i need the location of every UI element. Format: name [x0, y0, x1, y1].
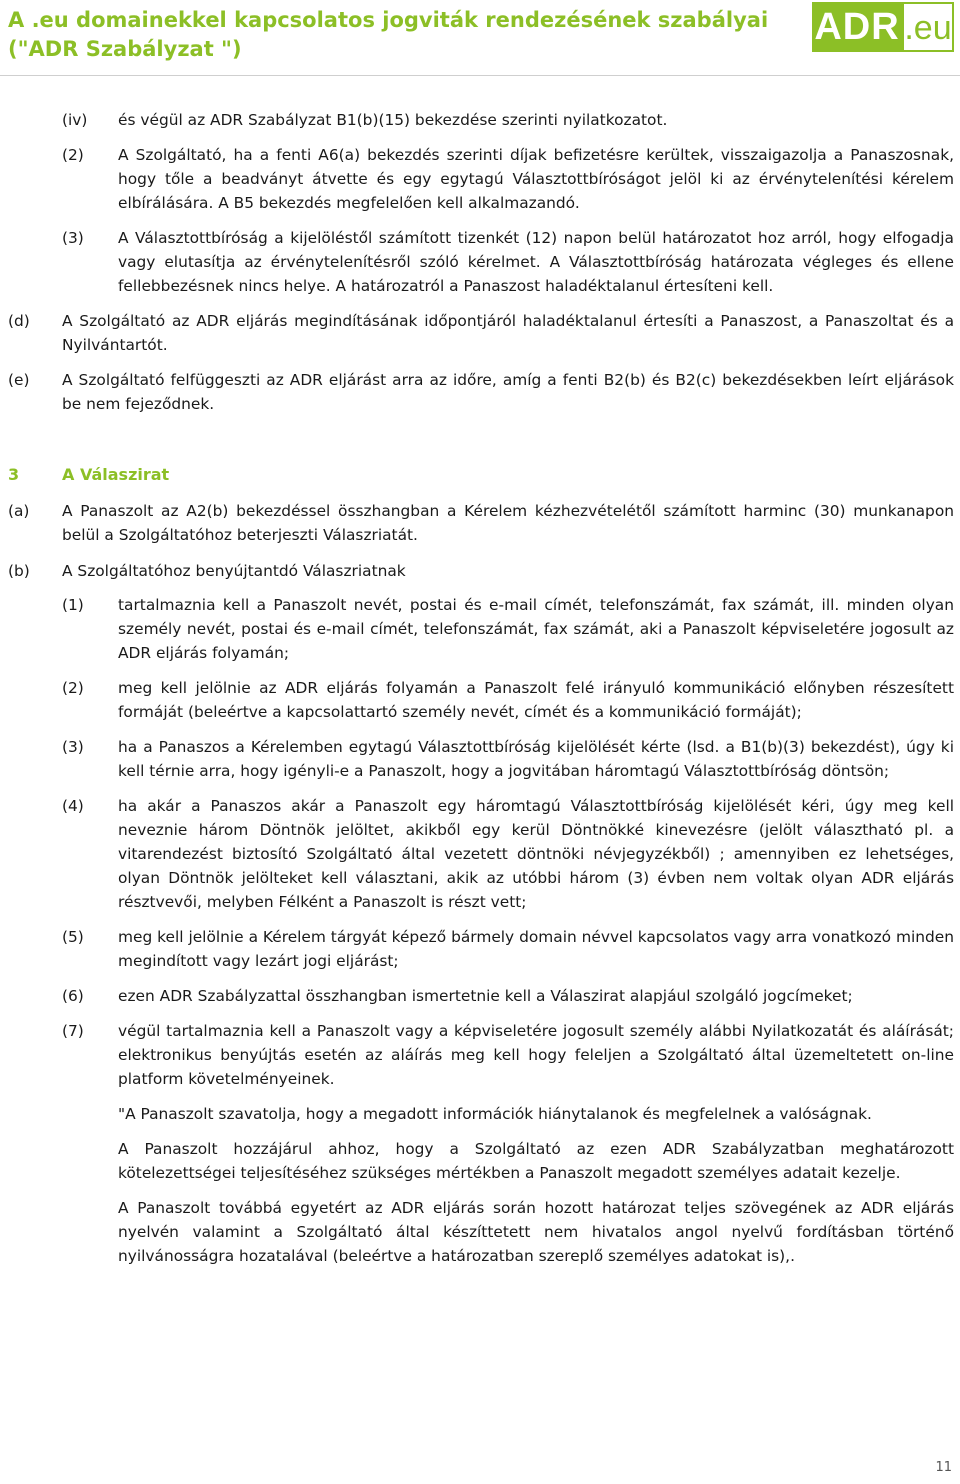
clause-text: meg kell jelölnie az ADR eljárás folyamán a Panaszolt felé irányuló kommunikáció előnyben részesített formáját (beleértve a kapcsolattartó személy nevét, címét és a kommunikáció formáját); — [118, 679, 954, 721]
clause-label: (e) — [8, 371, 30, 389]
title-line-2: ("ADR Szabályzat ") — [8, 37, 242, 61]
clause-3 — [0, 226, 960, 298]
subclause-5 — [0, 925, 960, 973]
clause-label: (b) — [8, 562, 30, 580]
section-heading — [0, 463, 960, 487]
clause-label: (3) — [62, 229, 84, 247]
clause-text: A Szolgáltató, ha a fenti A6(a) bekezdés szerinti díjak befizetésre kerültek, visszaigazolja a Panaszosnak, hogy tőle a beadványt átvette és egy egytagú Választottbíróságot jelöl ki az érvénytelenítési kérelem elbírálására. A B5 bekezdés megfelelően kell alkalmazandó. — [118, 146, 954, 212]
subclause-1 — [0, 593, 960, 665]
clause-text: A Szolgáltató felfüggeszti az ADR eljárást arra az időre, amíg a fenti B2(b) és B2(c) bekezdésekben leírt eljárások be nem fejeződnek. — [62, 371, 954, 413]
clause-label: (4) — [62, 797, 84, 815]
clause-text: A Szolgáltató az ADR eljárás megindításának időpontjáról haladéktalanul értesíti a Panaszost, a Panaszoltat és a Nyilvántartót. — [62, 312, 954, 354]
declaration-paragraph-2: A Panaszolt hozzájárul ahhoz, hogy a Szolgáltató az ezen ADR Szabályzatban meghatározott kötelezettségei teljesítéséhez szükséges mértékben a Panaszolt megadott személyes adatait kezelje. — [118, 1140, 954, 1182]
page-header — [0, 0, 960, 80]
clause-text: A Szolgáltatóhoz benyújtantdó Válaszriatnak — [62, 562, 406, 580]
clause-text: ezen ADR Szabályzattal összhangban ismertetnie kell a Válaszirat alapjául szolgáló jogcímeket; — [118, 987, 853, 1005]
clause-d — [0, 309, 960, 357]
page-number: 11 — [935, 1460, 952, 1475]
clause-text: A Választottbíróság a kijelöléstől számított tizenkét (12) napon belül határozatot hoz arról, hogy elfogadja vagy elutasítja az érvénytelenítésről szóló kérelmet. A Választottbíróság határozata végleges és ellene fellebbezésnek nincs helye. A határozatról a Panaszost haladéktalanul értesíteni kell. — [118, 229, 954, 295]
clause-label: (1) — [62, 596, 84, 614]
clause-text: ha akár a Panaszos akár a Panaszolt egy háromtagú Választottbíróság kijelölését kéri, úgy meg kell neveznie három Döntnök jelöltet, akikből egy kerül Döntnökké kinevezésre (jelölt választható pl. a vitarendezést biztosító Szolgáltató által vezetett döntnöki névjegyzékből) ; amennyiben ez lehetséges, olyan Döntnök jelölteket kell választani, akik az utóbbi három (3) évben nem voltak olyan ADR eljárás résztvevői, melyben Félként a Panaszolt is részt vett; — [118, 797, 954, 911]
logo-tld-text: .eu — [902, 2, 954, 52]
clause-text: meg kell jelölnie a Kérelem tárgyát képező bármely domain névvel kapcsolatos vagy arra vonatkozó minden megindított vagy lezárt jogi eljárást; — [118, 928, 954, 970]
clause-label: (7) — [62, 1022, 84, 1040]
subclause-7 — [0, 1019, 960, 1091]
clause-label: (iv) — [62, 111, 88, 129]
title-line-1: A .eu domainekkel kapcsolatos jogviták rendezésének szabályai — [8, 8, 769, 32]
document-body — [0, 108, 960, 1268]
clause-text: végül tartalmaznia kell a Panaszolt vagy a képviseletére jogosult személy alábbi Nyilatkozatát és aláírását; elektronikus benyújtás esetén az aláírás meg kell hogy feleljen a Szolgáltató által üzemeltetett on-line platform követelményeinek. — [118, 1022, 954, 1088]
clause-label: (3) — [62, 738, 84, 756]
subclause-3 — [0, 735, 960, 783]
subclause-2 — [0, 676, 960, 724]
header-divider — [0, 75, 960, 76]
subclause-6 — [0, 984, 960, 1008]
clause-text: A Panaszolt az A2(b) bekezdéssel összhangban a Kérelem kézhezvételétől számított harminc (30) munkanapon belül a Szolgáltatóhoz beterjeszti Válaszriatát. — [62, 502, 954, 544]
clause-2 — [0, 143, 960, 215]
subclause-4 — [0, 794, 960, 914]
clause-iv — [0, 108, 960, 132]
clause-b — [0, 559, 960, 583]
document-title — [8, 6, 778, 64]
declaration-paragraph-3: A Panaszolt továbbá egyetért az ADR eljárás során hozott határozat teljes szövegének az ADR eljárás nyelvén valamint a Szolgáltató által készíttetett nem hivatalos angol nyelvű fordításban történő nyilvánosságra hozatalával (beleértve a határozatban szereplő személyes adatokat is),. — [118, 1199, 954, 1265]
declaration-paragraph-1: "A Panaszolt szavatolja, hogy a megadott információk hiánytalanok és megfelelnek a valóságnak. — [118, 1105, 872, 1123]
clause-text: és végül az ADR Szabályzat B1(b)(15) bekezdése szerinti nyilatkozatot. — [118, 111, 668, 129]
clause-label: (6) — [62, 987, 84, 1005]
clause-label: (2) — [62, 146, 84, 164]
section-number: 3 — [8, 465, 20, 484]
clause-text: tartalmaznia kell a Panaszolt nevét, postai és e-mail címét, telefonszámát, fax számát, ill. minden olyan személy nevét, postai és e-mail címét, telefonszámát, fax számát, aki a Panaszolt képviseletére jogosult az ADR eljárás folyamán; — [118, 596, 954, 662]
clause-e — [0, 368, 960, 416]
clause-text: ha a Panaszos a Kérelemben egytagú Választottbíróság kijelölését kérte (lsd. a B1(b)(3) bekezdést), úgy ki kell térnie arra, hogy igényli-e a Panaszolt, hogy a jogvitában háromtagú Választottbíróság döntsön; — [118, 738, 954, 780]
adr-eu-logo — [812, 2, 954, 52]
clause-label: (d) — [8, 312, 30, 330]
clause-label: (5) — [62, 928, 84, 946]
section-title: A Válaszirat — [62, 465, 170, 484]
clause-a — [0, 499, 960, 547]
clause-label: (a) — [8, 502, 30, 520]
logo-main-text: ADR — [812, 2, 902, 52]
clause-label: (2) — [62, 679, 84, 697]
